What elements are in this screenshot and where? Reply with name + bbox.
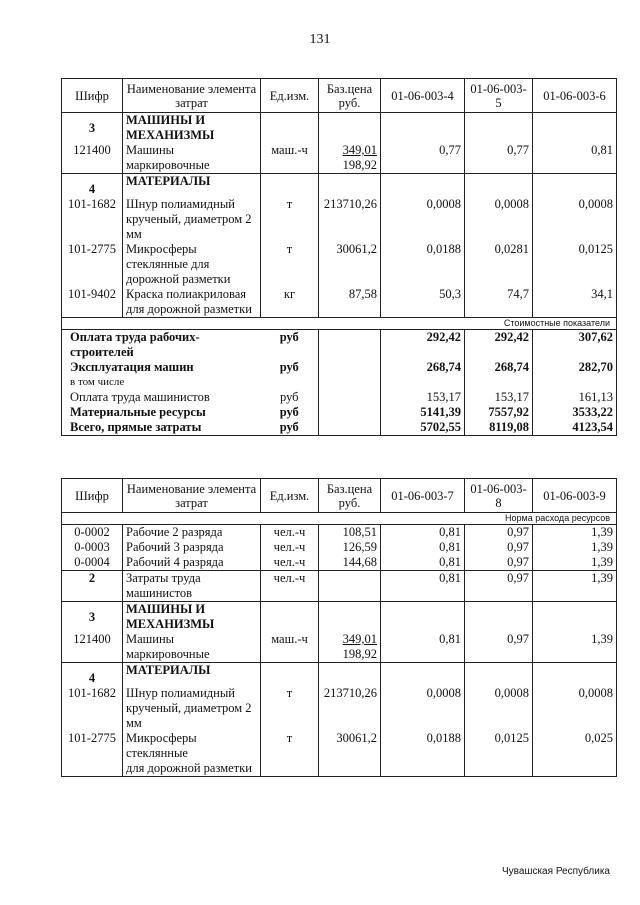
table-row xyxy=(62,555,617,571)
column-header: 01-06-003-8 xyxy=(465,479,533,513)
cost-value: 153,17 xyxy=(465,390,533,405)
row-unit: чел.-ч xyxy=(261,525,319,541)
row-unit xyxy=(261,602,319,633)
norm-value: 1,39 xyxy=(533,555,617,571)
price-secondary: 198,92 xyxy=(342,158,377,172)
price-value: 108,51 xyxy=(342,525,377,539)
table-row xyxy=(62,287,617,318)
table-row xyxy=(62,197,617,242)
price-value: 30061,2 xyxy=(336,731,377,745)
column-header: 01-06-003-5 xyxy=(465,79,533,113)
norm-value: 0,0125 xyxy=(533,242,617,287)
cost-empty xyxy=(319,360,381,375)
resource-table-1 xyxy=(61,78,617,436)
norm-value: 0,0281 xyxy=(465,242,533,287)
page-number: 131 xyxy=(309,32,331,47)
cost-unit: руб xyxy=(279,330,299,344)
cost-value xyxy=(533,375,617,390)
cost-empty xyxy=(319,375,381,390)
norm-value: 0,97 xyxy=(465,525,533,541)
norm-value: 34,1 xyxy=(533,287,617,318)
column-header: Шифр xyxy=(62,479,123,513)
row-unit: чел.-ч xyxy=(261,571,319,602)
cost-label: Материальные ресурсы xyxy=(62,405,261,420)
norm-value: 1,39 xyxy=(533,540,617,555)
norm-value: 0,0008 xyxy=(381,686,465,731)
norm-value xyxy=(465,113,533,144)
row-code: 2 xyxy=(62,571,123,602)
section-band-row xyxy=(62,318,617,330)
column-header: Наименование элемента затрат xyxy=(123,79,261,113)
table-row xyxy=(62,571,617,602)
resource-table-2 xyxy=(61,478,617,777)
row-unit: кг xyxy=(261,287,319,318)
price-value: 213710,26 xyxy=(323,686,377,700)
row-name: МАТЕРИАЛЫ xyxy=(123,174,261,198)
row-price xyxy=(319,287,381,318)
cost-unit: руб xyxy=(279,390,299,404)
norm-value: 0,0125 xyxy=(465,731,533,777)
row-price xyxy=(319,686,381,731)
row-name: Машины маркировочные xyxy=(123,632,261,663)
cost-value: 3533,22 xyxy=(533,405,617,420)
row-name: МАШИНЫ И МЕХАНИЗМЫ xyxy=(123,113,261,144)
row-name: Микросферы стеклянные для дорожной разметки xyxy=(123,731,261,777)
cost-value: 7557,92 xyxy=(465,405,533,420)
cost-value: 8119,08 xyxy=(465,420,533,436)
cost-unit: руб xyxy=(261,420,319,436)
table-row xyxy=(62,143,617,174)
row-code: 3 xyxy=(62,113,123,144)
price-value: 349,01 xyxy=(342,143,377,157)
row-name: Рабочие 2 разряда xyxy=(123,525,261,541)
cost-value xyxy=(465,375,533,390)
norm-value: 0,81 xyxy=(533,143,617,174)
cost-value: 292,42 xyxy=(381,330,465,361)
column-header: Шифр xyxy=(62,79,123,113)
norm-value: 1,39 xyxy=(533,525,617,541)
row-unit xyxy=(261,113,319,144)
cost-value: 161,13 xyxy=(533,390,617,405)
norm-value: 0,025 xyxy=(533,731,617,777)
row-unit: маш.-ч xyxy=(261,143,319,174)
table-row xyxy=(62,663,617,687)
row-code: 0-0004 xyxy=(62,555,123,571)
row-unit xyxy=(261,174,319,198)
table-row xyxy=(62,174,617,198)
cost-empty xyxy=(319,390,381,405)
cost-value: 4123,54 xyxy=(533,420,617,436)
price-value: 126,59 xyxy=(342,540,377,554)
cost-value: 307,62 xyxy=(533,330,617,361)
norm-value: 74,7 xyxy=(465,287,533,318)
norm-value: 0,81 xyxy=(381,540,465,555)
norm-value: 1,39 xyxy=(533,571,617,602)
header-row xyxy=(62,479,617,513)
cost-value: 153,17 xyxy=(381,390,465,405)
cost-row xyxy=(62,375,617,390)
norm-value: 0,0188 xyxy=(381,731,465,777)
cost-label: Эксплуатация машин xyxy=(62,360,261,375)
column-header: 01-06-003-6 xyxy=(533,79,617,113)
price-value: 213710,26 xyxy=(323,197,377,211)
cost-row xyxy=(62,360,617,375)
table-row xyxy=(62,731,617,777)
norm-value: 0,0188 xyxy=(381,242,465,287)
norm-value: 0,81 xyxy=(381,555,465,571)
norm-value: 50,3 xyxy=(381,287,465,318)
column-header: 01-06-003-9 xyxy=(533,479,617,513)
row-price xyxy=(319,540,381,555)
cost-value xyxy=(381,375,465,390)
cost-label: в том числе xyxy=(62,375,261,390)
row-name: Шнур полиамидный крученый, диаметром 2 мм xyxy=(123,197,261,242)
column-header: Ед.изм. xyxy=(261,479,319,513)
row-code: 4 xyxy=(62,174,123,198)
row-price xyxy=(319,632,381,663)
row-price xyxy=(319,663,381,687)
norm-value: 0,81 xyxy=(381,525,465,541)
norm-value: 0,77 xyxy=(381,143,465,174)
price-secondary: 198,92 xyxy=(342,647,377,661)
column-header: Баз.цена руб. xyxy=(319,79,381,113)
row-unit: чел.-ч xyxy=(261,540,319,555)
norm-value: 0,81 xyxy=(381,571,465,602)
row-price xyxy=(319,602,381,633)
cost-label: Всего, прямые затраты xyxy=(62,420,261,436)
norm-value: 0,77 xyxy=(465,143,533,174)
norm-value xyxy=(465,174,533,198)
cost-unit: руб xyxy=(279,405,299,419)
table-row xyxy=(62,540,617,555)
norm-value xyxy=(533,602,617,633)
footer-region: Чувашская Республика xyxy=(502,866,610,877)
section-band-label: Стоимостные показатели xyxy=(62,318,617,330)
norm-value: 0,0008 xyxy=(381,197,465,242)
row-code: 121400 xyxy=(62,143,123,174)
cost-row xyxy=(62,330,617,361)
norm-value xyxy=(533,174,617,198)
norm-value: 0,97 xyxy=(465,555,533,571)
section-band-row xyxy=(62,513,617,525)
row-price xyxy=(319,525,381,541)
section-band-label: Норма расхода ресурсов xyxy=(62,513,617,525)
norm-value: 0,97 xyxy=(465,540,533,555)
norm-value: 0,0008 xyxy=(465,197,533,242)
column-header: Баз.цена руб. xyxy=(319,479,381,513)
table-row xyxy=(62,113,617,144)
cost-value: 282,70 xyxy=(533,360,617,375)
cost-value: 292,42 xyxy=(465,330,533,361)
norm-value: 0,97 xyxy=(465,632,533,663)
row-unit: т xyxy=(261,242,319,287)
row-code: 101-2775 xyxy=(62,242,123,287)
row-price xyxy=(319,731,381,777)
cost-empty xyxy=(319,330,381,361)
norm-value xyxy=(381,174,465,198)
cost-label: Оплата труда рабочих- строителей xyxy=(62,330,261,361)
norm-value xyxy=(465,602,533,633)
table-row xyxy=(62,525,617,541)
cost-value: 268,74 xyxy=(381,360,465,375)
cost-value: 5702,55 xyxy=(381,420,465,436)
row-price xyxy=(319,174,381,198)
row-price xyxy=(319,143,381,174)
row-code: 4 xyxy=(62,663,123,687)
row-unit: маш.-ч xyxy=(261,632,319,663)
column-header: Ед.изм. xyxy=(261,79,319,113)
row-unit: т xyxy=(261,731,319,777)
cost-label: Оплата труда машинистов xyxy=(62,390,261,405)
row-code: 3 xyxy=(62,602,123,633)
norm-value xyxy=(533,113,617,144)
column-header: 01-06-003-4 xyxy=(381,79,465,113)
norm-value xyxy=(465,663,533,687)
row-name: Затраты труда машинистов xyxy=(123,571,261,602)
table-row xyxy=(62,602,617,633)
norm-value: 0,0008 xyxy=(465,686,533,731)
row-name: Рабочий 3 разряда xyxy=(123,540,261,555)
cost-row xyxy=(62,405,617,420)
row-name: Рабочий 4 разряда xyxy=(123,555,261,571)
norm-value: 0,0008 xyxy=(533,197,617,242)
cost-empty xyxy=(319,405,381,420)
row-code: 101-9402 xyxy=(62,287,123,318)
table-row xyxy=(62,632,617,663)
norm-value xyxy=(381,113,465,144)
row-code: 101-2775 xyxy=(62,731,123,777)
row-name: Краска полиакриловая для дорожной разметки xyxy=(123,287,261,318)
norm-value: 0,81 xyxy=(381,632,465,663)
cost-empty xyxy=(319,420,381,436)
row-name: Машины маркировочные xyxy=(123,143,261,174)
price-value: 144,68 xyxy=(342,555,377,569)
column-header: 01-06-003-7 xyxy=(381,479,465,513)
cost-unit: руб xyxy=(279,360,299,374)
row-name: МАШИНЫ И МЕХАНИЗМЫ xyxy=(123,602,261,633)
table-row xyxy=(62,686,617,731)
price-value: 30061,2 xyxy=(336,242,377,256)
row-name: МАТЕРИАЛЫ xyxy=(123,663,261,687)
row-name: Шнур полиамидный крученый, диаметром 2 мм xyxy=(123,686,261,731)
price-value: 349,01 xyxy=(342,632,377,646)
table-row xyxy=(62,242,617,287)
row-unit: т xyxy=(261,197,319,242)
row-code: 0-0003 xyxy=(62,540,123,555)
row-unit xyxy=(261,663,319,687)
row-price xyxy=(319,113,381,144)
row-unit: чел.-ч xyxy=(261,555,319,571)
norm-value: 0,97 xyxy=(465,571,533,602)
price-value: 87,58 xyxy=(348,287,377,301)
cost-unit xyxy=(261,375,319,390)
cost-value: 5141,39 xyxy=(381,405,465,420)
row-code: 0-0002 xyxy=(62,525,123,541)
row-code: 101-1682 xyxy=(62,197,123,242)
cost-row xyxy=(62,420,617,436)
row-code: 121400 xyxy=(62,632,123,663)
cost-value: 268,74 xyxy=(465,360,533,375)
header-row xyxy=(62,79,617,113)
column-header: Наименование элемента затрат xyxy=(123,479,261,513)
norm-value xyxy=(381,602,465,633)
norm-value: 0,0008 xyxy=(533,686,617,731)
norm-value: 1,39 xyxy=(533,632,617,663)
row-price xyxy=(319,571,381,602)
row-price xyxy=(319,197,381,242)
norm-value xyxy=(533,663,617,687)
row-price xyxy=(319,555,381,571)
cost-row xyxy=(62,390,617,405)
row-unit: т xyxy=(261,686,319,731)
row-code: 101-1682 xyxy=(62,686,123,731)
row-price xyxy=(319,242,381,287)
norm-value xyxy=(381,663,465,687)
row-name: Микросферы стеклянные для дорожной разметки xyxy=(123,242,261,287)
